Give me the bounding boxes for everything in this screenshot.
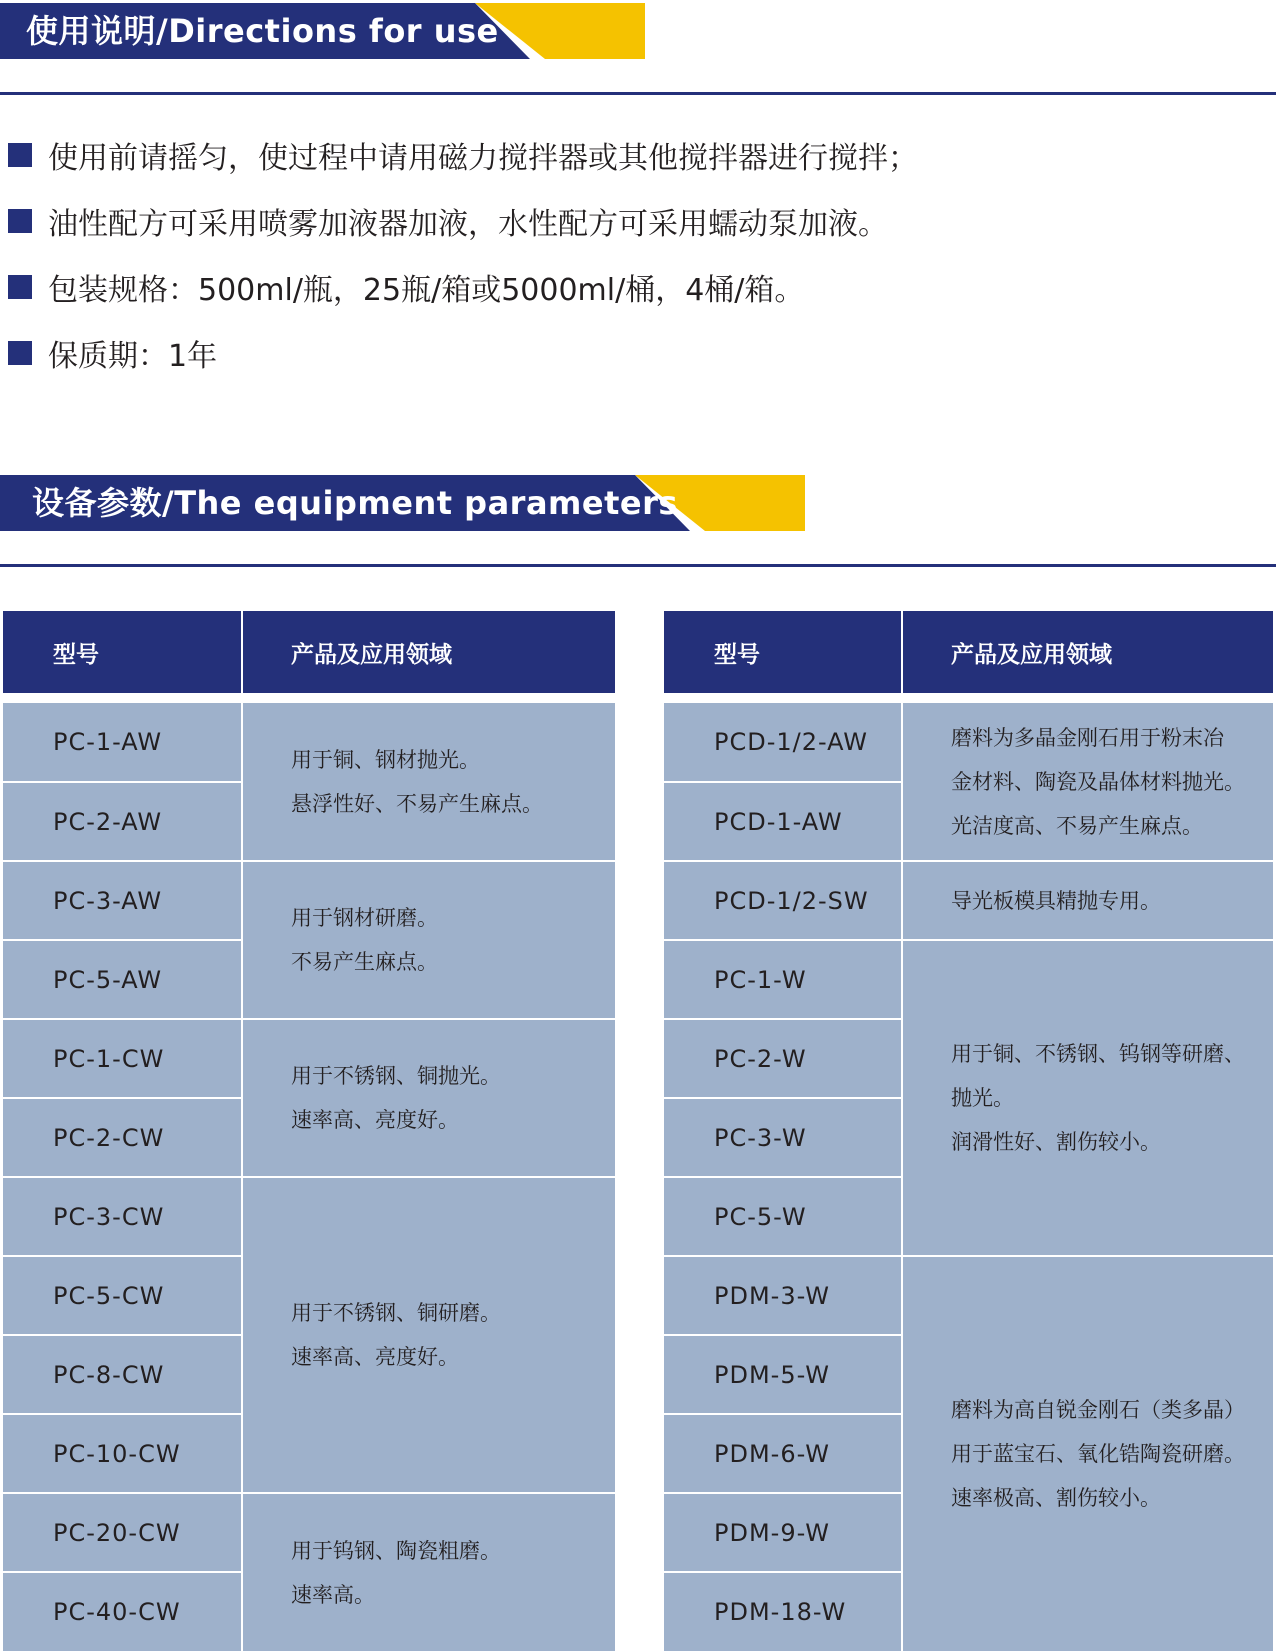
model-cell: PDM-6-W — [664, 1414, 902, 1493]
model-cell: PC-3-W — [664, 1098, 902, 1177]
application-cell — [902, 861, 1273, 940]
directions-divider — [0, 92, 1276, 95]
application-line: 速率高。 — [291, 1582, 375, 1607]
model-cell: PC-20-CW — [3, 1493, 242, 1572]
model-cell: PDM-18-W — [664, 1572, 902, 1651]
model-cell: PC-2-CW — [3, 1098, 242, 1177]
application-line: 用于钨钢、陶瓷粗磨。 — [291, 1538, 501, 1563]
application-cell — [902, 703, 1273, 861]
application-cell — [242, 703, 615, 861]
model-cell: PDM-5-W — [664, 1335, 902, 1414]
model-cell: PC-2-AW — [3, 782, 242, 861]
application-line: 不易产生麻点。 — [291, 950, 438, 974]
application-line: 光洁度高、不易产生麻点。 — [951, 813, 1203, 838]
table-row — [3, 861, 615, 940]
table-row — [3, 703, 615, 782]
parameters-table-left — [3, 611, 615, 1651]
column-header-application: 产品及应用领域 — [902, 611, 1273, 693]
application-line: 金材料、陶瓷及晶体材料抛光。 — [951, 769, 1245, 794]
model-cell: PC-5-CW — [3, 1256, 242, 1335]
column-header-model: 型号 — [664, 611, 902, 693]
model-cell: PC-40-CW — [3, 1572, 242, 1651]
direction-item — [0, 188, 1276, 254]
model-cell: PCD-1/2-AW — [664, 703, 902, 782]
model-cell: PC-5-AW — [3, 940, 242, 1019]
application-line: 抛光。 — [951, 1086, 1014, 1110]
application-line: 磨料为多晶金刚石用于粉末冶 — [951, 725, 1224, 750]
model-cell: PC-2-W — [664, 1019, 902, 1098]
model-cell: PC-1-W — [664, 940, 902, 1019]
direction-item — [0, 122, 1276, 188]
direction-text: 包装规格：500ml/瓶，25瓶/箱或5000ml/桶，4桶/箱。 — [48, 273, 805, 308]
application-line: 用于不锈钢、铜抛光。 — [291, 1064, 501, 1088]
model-cell: PC-1-AW — [3, 703, 242, 782]
directions-list — [0, 122, 1276, 386]
model-cell: PCD-1/2-SW — [664, 861, 902, 940]
direction-text: 保质期：1年 — [48, 339, 218, 374]
table-row — [664, 940, 1273, 1019]
directions-section-title: 使用说明/Directions for use — [26, 12, 499, 50]
application-line: 润滑性好、割伤较小。 — [951, 1130, 1161, 1154]
model-cell: PDM-3-W — [664, 1256, 902, 1335]
directions-section-banner — [0, 3, 645, 59]
application-cell — [242, 1177, 615, 1493]
application-line: 用于钢材研磨。 — [291, 906, 438, 930]
direction-item — [0, 254, 1276, 320]
application-line: 速率极高、割伤较小。 — [951, 1486, 1161, 1510]
model-cell: PC-5-W — [664, 1177, 902, 1256]
column-header-application: 产品及应用领域 — [242, 611, 615, 693]
square-bullet-icon — [8, 341, 32, 365]
table-row — [3, 1019, 615, 1098]
application-line: 用于铜、不锈钢、钨钢等研磨、 — [951, 1042, 1245, 1066]
application-line: 用于铜、钢材抛光。 — [291, 747, 480, 772]
table-header-row — [3, 611, 615, 693]
model-cell: PC-3-CW — [3, 1177, 242, 1256]
application-cell — [902, 940, 1273, 1256]
application-line: 悬浮性好、不易产生麻点。 — [291, 791, 543, 816]
application-line: 用于蓝宝石、氧化锆陶瓷研磨。 — [951, 1442, 1245, 1466]
table-row — [664, 861, 1273, 940]
equipment-section-banner — [0, 475, 805, 531]
application-line: 磨料为高自锐金刚石（类多晶） — [951, 1398, 1245, 1422]
table-row — [3, 1177, 615, 1256]
model-cell: PC-1-CW — [3, 1019, 242, 1098]
column-header-model: 型号 — [3, 611, 242, 693]
application-cell — [242, 1493, 615, 1651]
model-cell: PC-10-CW — [3, 1414, 242, 1493]
parameters-table-right — [664, 611, 1273, 1651]
square-bullet-icon — [8, 209, 32, 233]
square-bullet-icon — [8, 275, 32, 299]
table-row — [664, 703, 1273, 782]
direction-text: 使用前请摇匀，使过程中请用磁力搅拌器或其他搅拌器进行搅拌； — [48, 141, 918, 176]
table-row — [3, 1493, 615, 1572]
application-line: 导光板模具精抛专用。 — [951, 888, 1161, 913]
application-cell — [242, 861, 615, 1019]
table-header-row — [664, 611, 1273, 693]
table-row — [664, 1256, 1273, 1335]
application-line: 速率高、亮度好。 — [291, 1108, 459, 1132]
equipment-section-title: 设备参数/The equipment parameters — [32, 484, 678, 522]
application-cell — [242, 1019, 615, 1177]
model-cell: PCD-1-AW — [664, 782, 902, 861]
model-cell: PDM-9-W — [664, 1493, 902, 1572]
direction-text: 油性配方可采用喷雾加液器加液，水性配方可采用蠕动泵加液。 — [48, 207, 888, 242]
equipment-divider — [0, 564, 1276, 567]
model-cell: PC-3-AW — [3, 861, 242, 940]
application-line: 用于不锈钢、铜研磨。 — [291, 1301, 501, 1325]
direction-item — [0, 320, 1276, 386]
application-line: 速率高、亮度好。 — [291, 1345, 459, 1369]
model-cell: PC-8-CW — [3, 1335, 242, 1414]
square-bullet-icon — [8, 143, 32, 167]
application-cell — [902, 1256, 1273, 1651]
